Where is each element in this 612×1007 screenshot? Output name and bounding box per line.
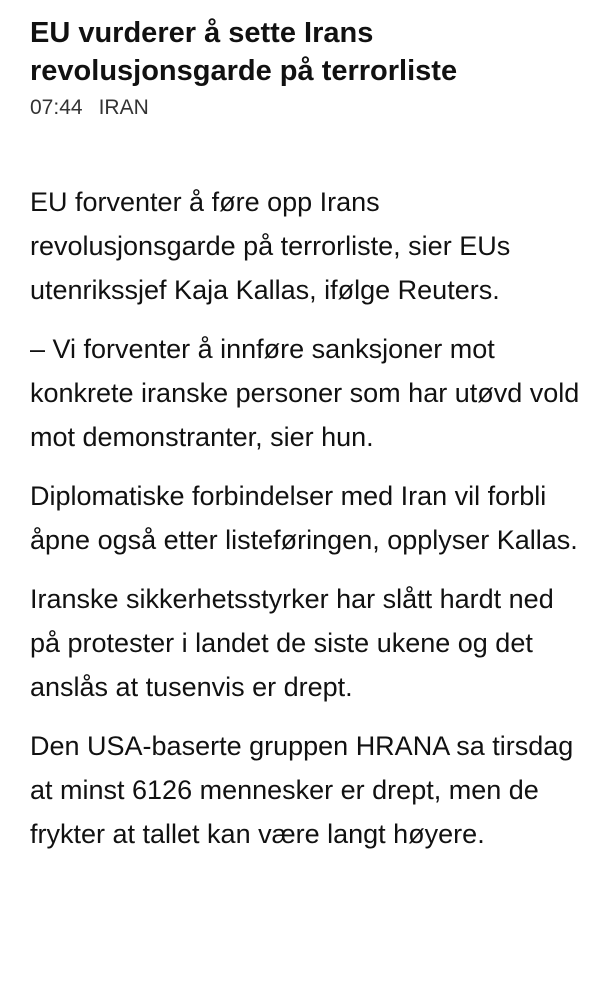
article-meta — [30, 94, 582, 122]
article-time: 07:44 — [30, 96, 83, 119]
article-paragraph: EU forventer å føre opp Irans revolusjonsgarde på terrorliste, sier EUs utenrikssjef Kaja Kallas, ifølge Reuters. — [30, 187, 511, 305]
article-paragraph: Iranske sikkerhetsstyrker har slått hardt ned på protester i landet de siste ukene og det anslås at tusenvis er drept. — [30, 584, 554, 702]
article-paragraph: – Vi forventer å innføre sanksjoner mot konkrete iranske personer som har utøvd vold mot demonstranter, sier hun. — [30, 334, 580, 452]
article-paragraph: Diplomatiske forbindelser med Iran vil forbli åpne også etter listeføringen, opplyser Kallas. — [30, 481, 578, 555]
article-paragraph: Den USA-baserte gruppen HRANA sa tirsdag at minst 6126 mennesker er drept, men de frykter at tallet kan være langt høyere. — [30, 731, 574, 849]
article-tag[interactable]: IRAN — [98, 96, 149, 119]
article-headline: EU vurderer å sette Irans revolusjonsgarde på terrorliste — [30, 17, 458, 87]
article-body — [30, 180, 582, 856]
